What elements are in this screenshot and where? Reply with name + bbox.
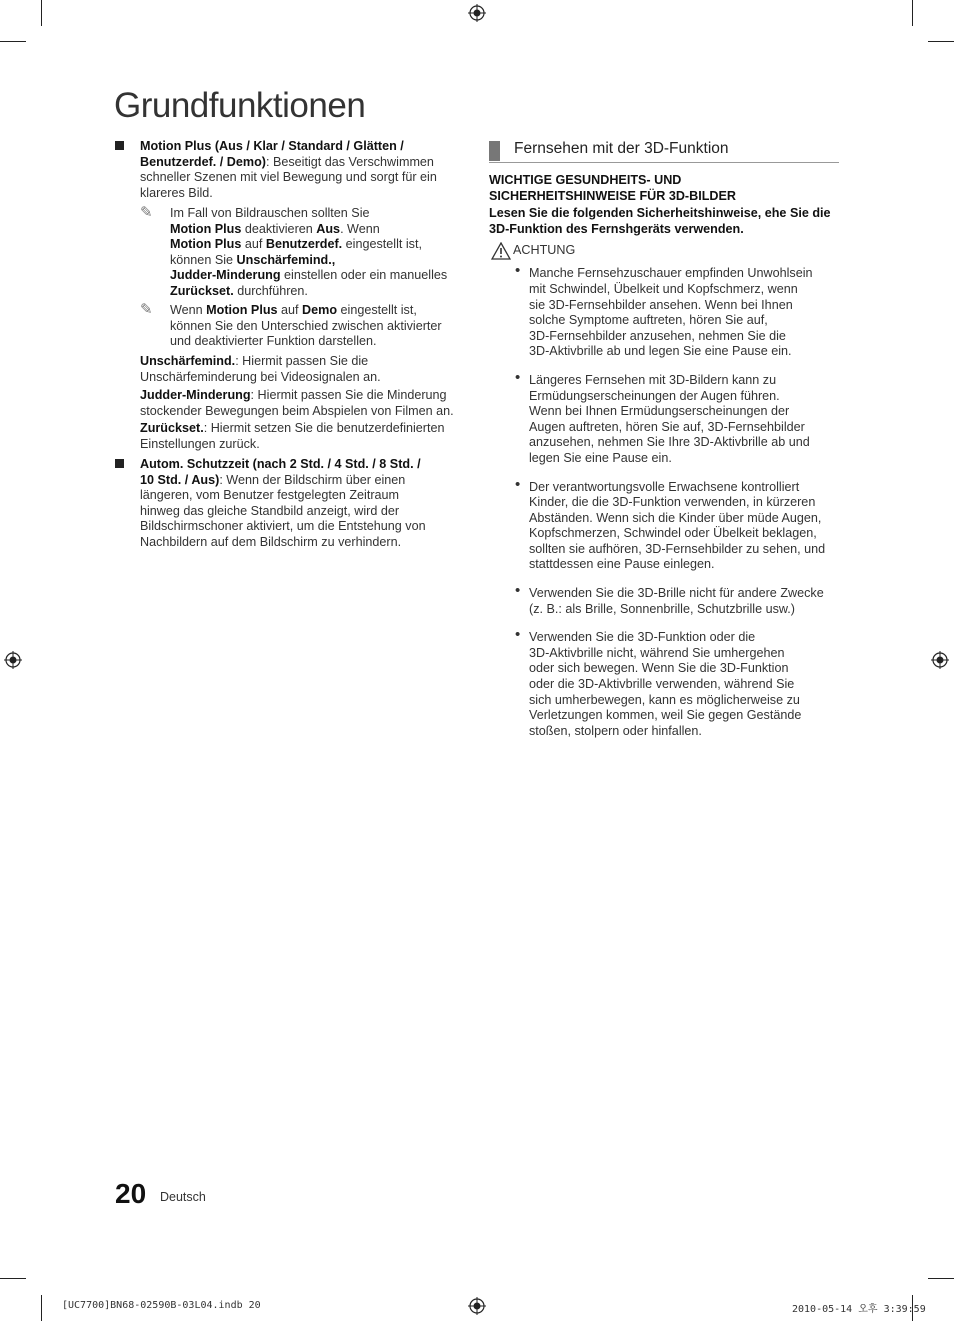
bullet-dot-icon: • bbox=[515, 626, 521, 644]
page-language: Deutsch bbox=[160, 1190, 206, 1204]
registration-mark-icon bbox=[4, 651, 22, 669]
bullet-line: Verwenden Sie die 3D-Brille nicht für andere Zwecke bbox=[529, 586, 824, 601]
bullet-line: stoßen, stolpern oder hinfallen. bbox=[529, 723, 702, 738]
bullet-item bbox=[515, 475, 844, 574]
intro-text: Lesen Sie die folgenden Sicherheitshinweise, ehe Sie die 3D-Funktion des Fernshgeräts verwenden. bbox=[489, 206, 831, 236]
unschaerfe-item: Unschärfemind.: Hiermit passen Sie die Unschärfeminderung bei Videosignalen an. bbox=[140, 354, 381, 384]
bullet-line: Kopfschmerzen, Schwindel oder Übelkeit beklagen, bbox=[529, 526, 817, 541]
bullet-line: Ermüdungserscheinungen der Augen führen. bbox=[529, 388, 780, 403]
registration-mark-icon bbox=[468, 1297, 486, 1315]
crop-mark bbox=[912, 0, 913, 26]
bullet-dot-icon: • bbox=[515, 368, 521, 386]
note-pencil-icon: ✎ bbox=[140, 204, 153, 221]
bullet-line: Wenn bei Ihnen Ermüdungserscheinungen der bbox=[529, 404, 790, 419]
judder-item: Judder-Minderung: Hiermit passen Sie die Minderung stockender Bewegungen beim Abspielen von Filmen an. bbox=[140, 388, 454, 418]
bullet-line: solche Symptome auftreten, hören Sie auf, bbox=[529, 313, 768, 328]
bullet-item bbox=[515, 582, 844, 617]
bullet-dot-icon: • bbox=[515, 262, 521, 280]
bullet-line: legen Sie eine Pause ein. bbox=[529, 450, 672, 465]
caution-bullet-list bbox=[515, 262, 844, 739]
section-bar bbox=[489, 141, 500, 161]
bullet-item bbox=[515, 368, 844, 467]
bullet-line: Längeres Fernsehen mit 3D-Bildern kann zu bbox=[529, 372, 777, 387]
crop-mark bbox=[928, 41, 954, 42]
bullet-dot-icon: • bbox=[515, 582, 521, 600]
bullet-line: mit Schwindel, Übelkeit und Kopfschmerz, wenn bbox=[529, 281, 798, 296]
bullet-line: oder sich bewegen. Wenn Sie die 3D-Funktion bbox=[529, 661, 789, 676]
section-title: Fernsehen mit der 3D-Funktion bbox=[514, 140, 729, 157]
warning-triangle-icon bbox=[491, 242, 511, 260]
registration-mark-icon bbox=[468, 4, 486, 22]
right-column bbox=[489, 173, 844, 739]
bullet-line: Manche Fernsehzuschauer empfinden Unwohlsein bbox=[529, 266, 813, 281]
page-title: Grundfunktionen bbox=[114, 86, 366, 125]
zurueck-item: Zurückset.: Hiermit setzen Sie die benutzerdefinierten Einstellungen zurück. bbox=[140, 421, 445, 451]
bullet-line: sich umherbewegen, kann es möglicherweise zu bbox=[529, 692, 800, 707]
section-header bbox=[489, 140, 839, 163]
note-pencil-icon: ✎ bbox=[140, 301, 153, 318]
crop-mark bbox=[928, 1278, 954, 1279]
bullet-line: Verwenden Sie die 3D-Funktion oder die bbox=[529, 630, 756, 645]
bullet-item bbox=[515, 626, 844, 739]
bullet-line: Abständen. Wenn sich die Kinder über müde Augen, bbox=[529, 510, 822, 525]
warning-heading: WICHTIGE GESUNDHEITS- UND SICHERHEITSHINWEISE FÜR 3D-BILDER bbox=[489, 173, 736, 203]
bullet-line: oder die 3D-Aktivbrille verwenden, während Sie bbox=[529, 677, 795, 692]
crop-mark bbox=[41, 0, 42, 26]
crop-mark bbox=[0, 41, 26, 42]
bullet-line: sollten sie aufhören, 3D-Fernsehbilder zu sehen, und bbox=[529, 541, 826, 556]
footer-file-info: [UC7700]BN68-02590B-03L04.indb 20 bbox=[62, 1300, 261, 1311]
note-demo: ✎ Wenn Motion Plus auf Demo eingestellt ist, können Sie den Unterschied zwischen aktivierter und deaktivierter Funktion darstellen. bbox=[140, 301, 442, 349]
bullet-line: 3D-Fernsehbilder anzusehen, nehmen Sie die bbox=[529, 328, 786, 343]
bullet-line: Augen auftreten, hören Sie auf, 3D-Fernsehbilder bbox=[529, 419, 805, 434]
note-bildrauschen: ✎ Im Fall von Bildrauschen sollten Sie Motion Plus deaktivieren Aus. Wenn Motion Plus auf Benutzerdef. eingestellt ist, können Sie Unschärfemind., Judder-Minderung einstellen oder ein manuelles Zurückset. durchführen. bbox=[140, 204, 448, 298]
registration-mark-icon bbox=[931, 651, 949, 669]
bullet-line: Kinder, die die 3D-Funktion verwenden, in kürzeren bbox=[529, 495, 816, 510]
square-bullet-icon bbox=[115, 141, 124, 150]
bullet-line: stattdessen eine Pause einlegen. bbox=[529, 557, 715, 572]
autom-schutzzeit-item: Autom. Schutzzeit (nach 2 Std. / 4 Std. / 8 Std. / 10 Std. / Aus): Wenn der Bildschirm über einen längeren, vom Benutzer festgelegten Zeitraum hinweg das gleiche Standbild anzeigt, wird der Bildschirmschoner aktiviert, um die Entstehung von Nachbildern auf dem Bildschirm zu verhindern. bbox=[140, 457, 470, 551]
bullet-item bbox=[515, 262, 844, 360]
square-bullet-icon bbox=[115, 459, 124, 468]
footer-timestamp: 2010-05-14 오후 3:39:59 bbox=[792, 1304, 926, 1315]
bullet-line: 3D-Aktivbrille nicht, während Sie umhergehen bbox=[529, 645, 785, 660]
bullet-line: Verletzungen kommen, weil Sie gegen Gestände bbox=[529, 708, 802, 723]
bullet-line: Der verantwortungsvolle Erwachsene kontrolliert bbox=[529, 479, 800, 494]
bullet-line: 3D-Aktivbrille ab und legen Sie eine Pause ein. bbox=[529, 344, 792, 359]
page-number: 20 bbox=[115, 1178, 147, 1209]
crop-mark bbox=[0, 1278, 26, 1279]
caution-row bbox=[489, 242, 844, 264]
bullet-line: sie 3D-Fernsehbilder ansehen. Wenn bei Ihnen bbox=[529, 297, 793, 312]
bullet-line: anzusehen, nehmen Sie Ihre 3D-Aktivbrille ab und bbox=[529, 435, 810, 450]
bullet-dot-icon: • bbox=[515, 475, 521, 493]
motion-plus-item: Motion Plus (Aus / Klar / Standard / Glätten / Benutzerdef. / Demo): Beseitigt das Verschwimmen schneller Szenen mit viel Bewegung und sorgt für ein klareres Bild. bbox=[140, 139, 437, 201]
crop-mark bbox=[41, 1295, 42, 1321]
bullet-line: (z. B.: als Brille, Sonnenbrille, Schutzbrille usw.) bbox=[529, 601, 795, 616]
caution-label: ACHTUNG bbox=[513, 243, 576, 258]
